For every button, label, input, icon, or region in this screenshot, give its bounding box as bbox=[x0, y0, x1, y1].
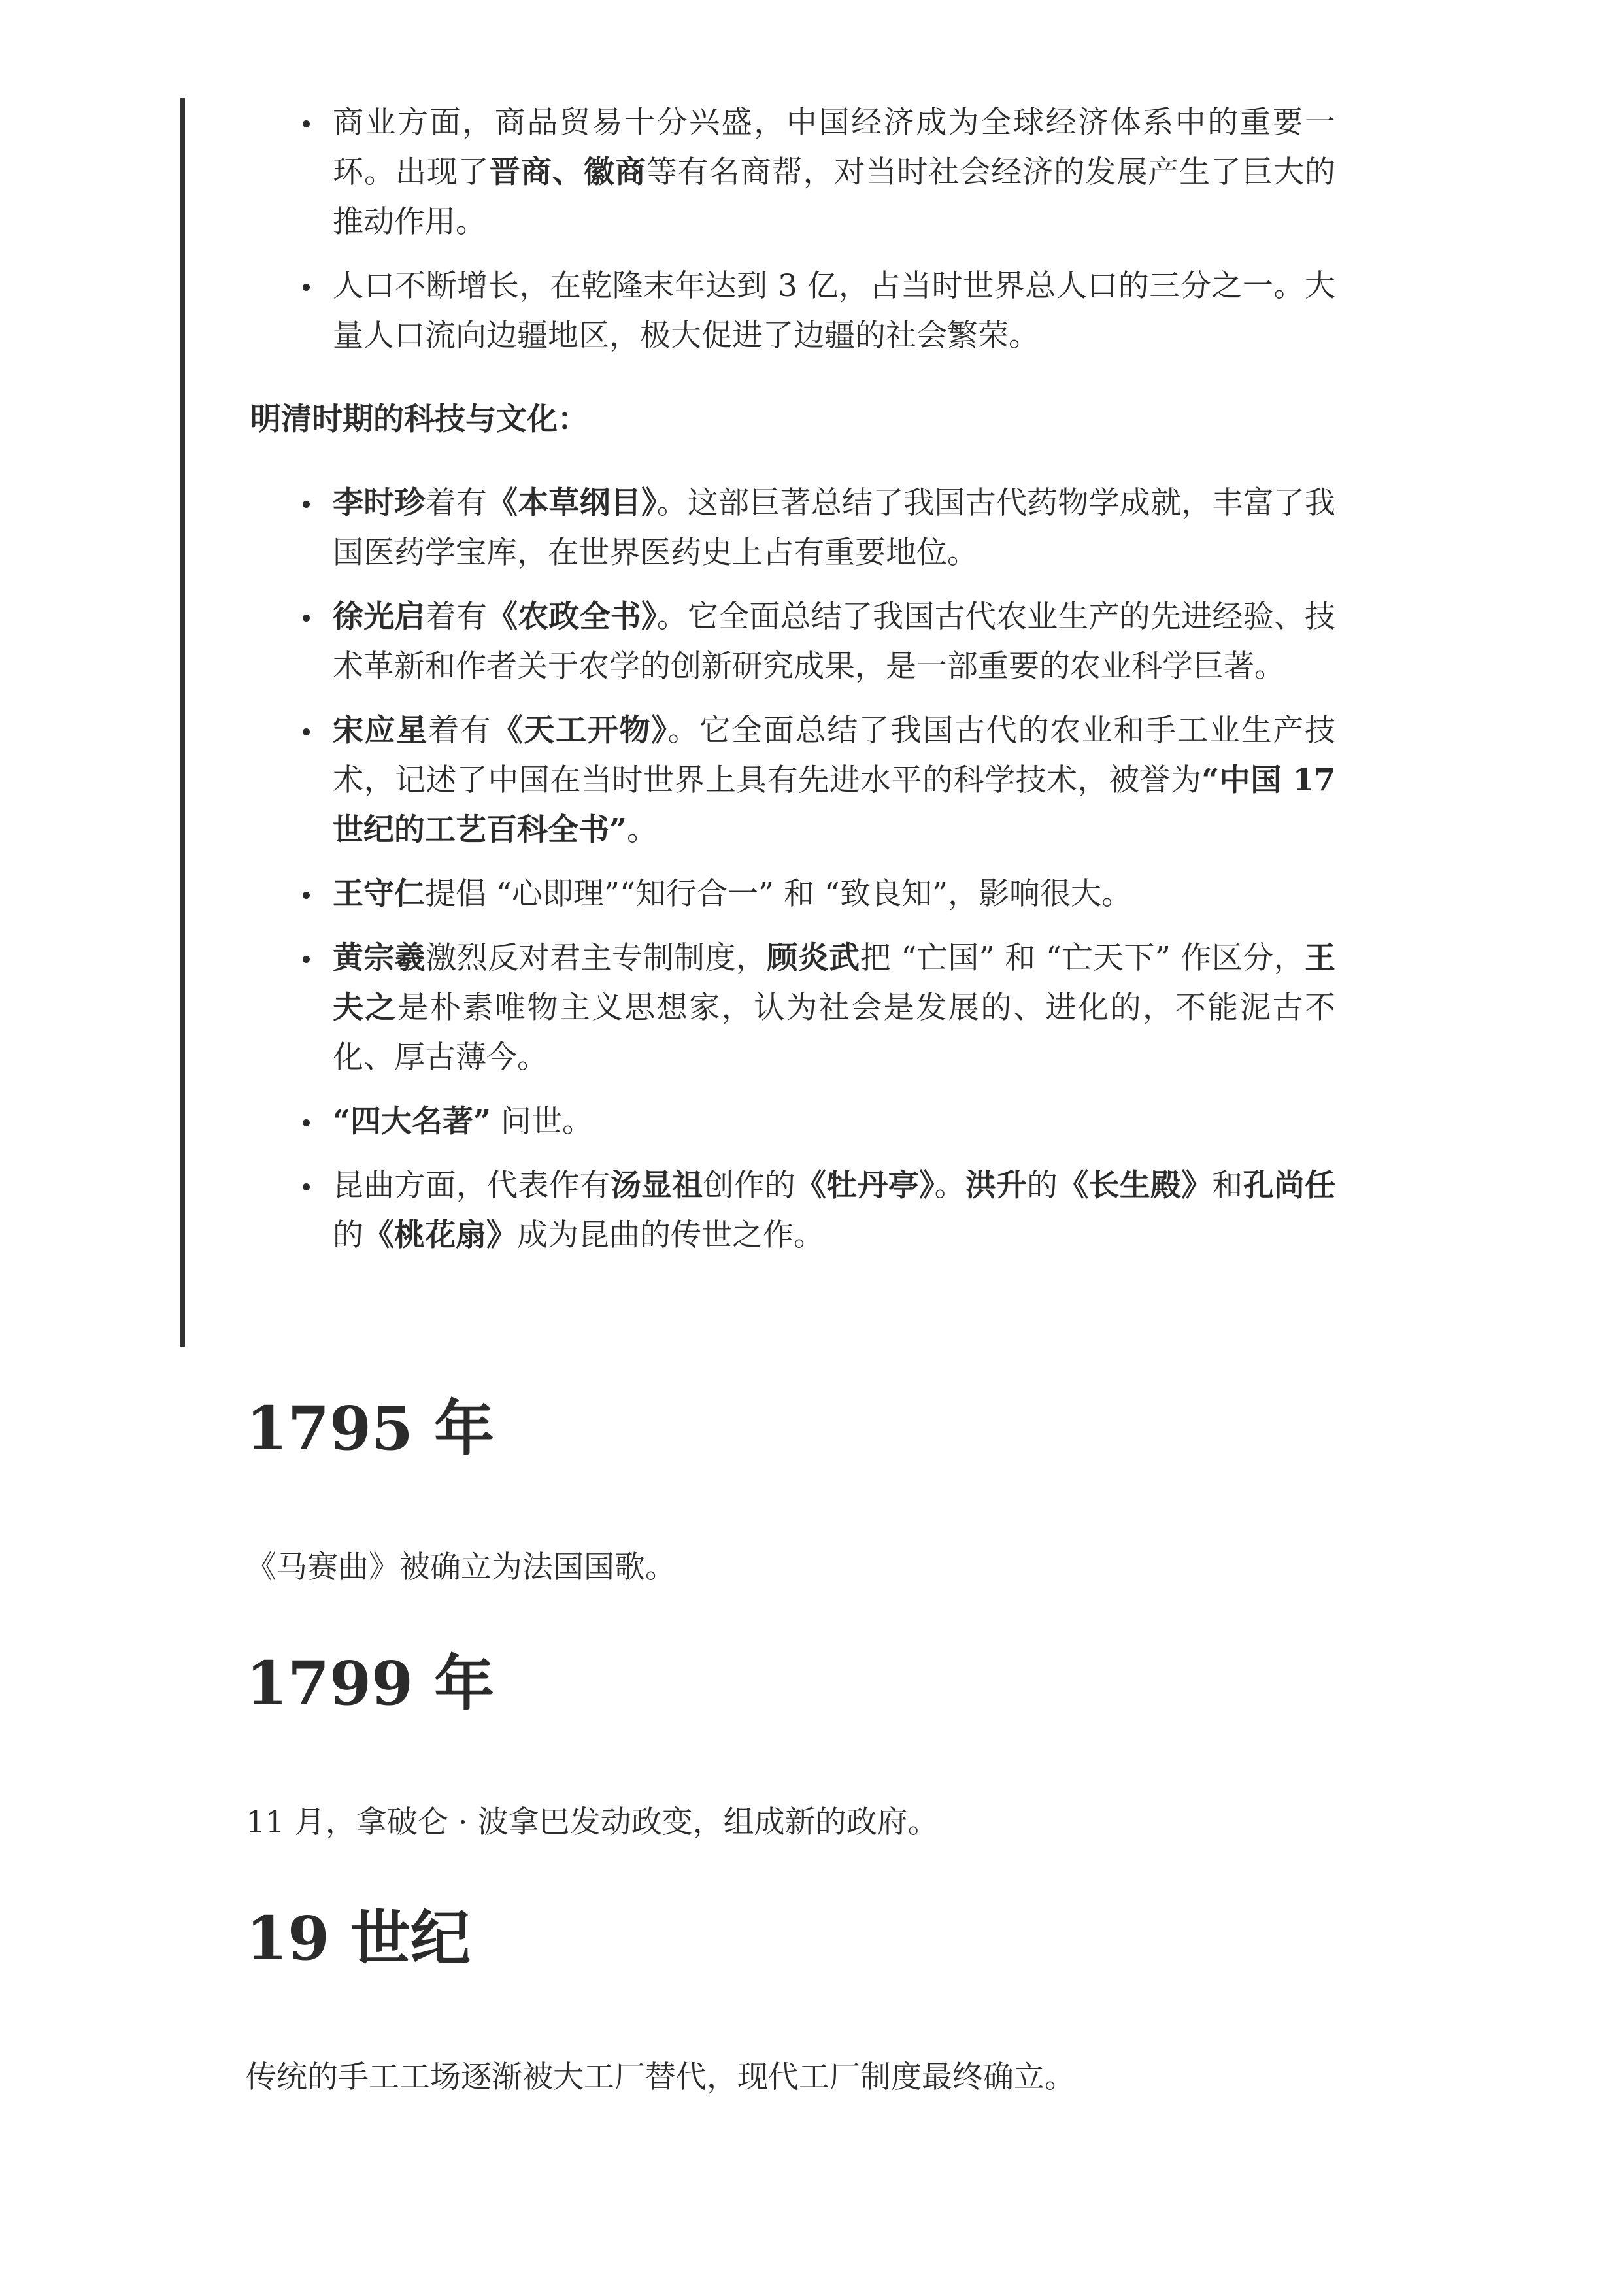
economy-list bbox=[250, 98, 1335, 361]
list-item bbox=[250, 479, 1335, 578]
bold-text: 顾炎武 bbox=[767, 940, 860, 976]
text-run: 。 bbox=[627, 812, 658, 848]
text-run: 着有 bbox=[425, 599, 488, 635]
text-run: 问世。 bbox=[491, 1104, 594, 1140]
bold-text: “中国 17 世纪的工艺百科全书” bbox=[333, 762, 1335, 848]
section-title-1795: 1795 年 bbox=[246, 1393, 495, 1464]
bold-text: 《桃花扇》 bbox=[363, 1217, 517, 1253]
bold-text: 汤显祖 bbox=[610, 1168, 703, 1204]
text-run: 的 bbox=[333, 1217, 363, 1253]
list-item bbox=[250, 1097, 1335, 1147]
bold-text: 晋商、徽商 bbox=[489, 154, 646, 190]
text-run: 把 “亡国” 和 “亡天下” 作区分， bbox=[860, 940, 1305, 976]
text-run: 等有名商帮，对当时社会经济的发展产生了巨大的推动作用。 bbox=[333, 154, 1336, 240]
text-run: 人口不断增长，在乾隆末年达到 3 亿，占当时世界总人口的三分之一。大量人口流向边疆地区，极大促进了边疆的社会繁荣。 bbox=[333, 268, 1335, 354]
bold-text: 徐光启 bbox=[333, 599, 426, 635]
bold-text: 李时珍 bbox=[333, 485, 426, 521]
text-run: 是朴素唯物主义思想家，认为社会是发展的、进化的，不能泥古不化、厚古薄今。 bbox=[333, 990, 1336, 1075]
science-culture-list bbox=[250, 479, 1335, 1260]
list-item bbox=[250, 262, 1335, 361]
text-run: 商业方面，商品贸易十分兴盛，中国经济成为全球经济体系中的重要一环。出现了 bbox=[333, 105, 1335, 190]
bold-text: 王夫之 bbox=[333, 940, 1336, 1026]
section-title-19th-century: 19 世纪 bbox=[246, 1903, 471, 1974]
section-text-1795: 《马赛曲》被确立为法国国歌。 bbox=[246, 1549, 676, 1585]
section-title-1799: 1799 年 bbox=[246, 1648, 495, 1719]
bold-text: 《天工开物》 bbox=[492, 713, 668, 749]
bold-text: 《牡丹亭》 bbox=[795, 1168, 935, 1204]
quote-block bbox=[180, 98, 1335, 1347]
text-run: 。它全面总结了我国古代农业生产的先进经验、技术革新和作者关于农学的创新研究成果，是一部重要的农业科学巨著。 bbox=[333, 599, 1335, 684]
subheading-science-culture: 明清时期的科技与文化： bbox=[250, 401, 588, 437]
bold-text: 黄宗羲 bbox=[333, 940, 426, 976]
bold-text: 洪升 bbox=[965, 1168, 1028, 1204]
list-item bbox=[250, 592, 1335, 692]
text-run: 。这部巨著总结了我国古代药物学成就，丰富了我国医药学宝库，在世界医药史上占有重要地位。 bbox=[333, 485, 1335, 571]
section-text-1799: 11 月，拿破仑 · 波拿巴发动政变，组成新的政府。 bbox=[246, 1804, 939, 1840]
list-item bbox=[250, 706, 1335, 855]
bold-text: 《长生殿》 bbox=[1058, 1168, 1213, 1204]
list-item bbox=[250, 934, 1335, 1083]
list-item bbox=[250, 98, 1335, 247]
text-run: 和 bbox=[1212, 1168, 1243, 1204]
text-run: 着有 bbox=[428, 713, 492, 749]
text-run: 着有 bbox=[425, 485, 488, 521]
list-item bbox=[250, 1161, 1335, 1260]
quote-content bbox=[250, 98, 1335, 1260]
bold-text: 宋应星 bbox=[333, 713, 429, 749]
bold-text: 《本草纲目》 bbox=[487, 485, 657, 521]
bold-text: “四大名著” bbox=[333, 1104, 492, 1140]
text-run: 。它全面总结了我国古代的农业和手工业生产技术，记述了中国在当时世界上具有先进水平的科学技术，被誉为 bbox=[333, 713, 1336, 798]
text-run: 昆曲方面，代表作有 bbox=[333, 1168, 611, 1204]
text-run: 创作的 bbox=[703, 1168, 796, 1204]
text-run: 激烈反对君主专制制度， bbox=[426, 940, 767, 976]
text-run: 提倡 “心即理”“知行合一” 和 “致良知”，影响很大。 bbox=[425, 876, 1132, 912]
text-run: 。 bbox=[934, 1168, 965, 1204]
text-run: 成为昆曲的传世之作。 bbox=[517, 1217, 824, 1253]
list-item bbox=[250, 869, 1335, 919]
section-text-19th-century: 传统的手工工场逐渐被大工厂替代，现代工厂制度最终确立。 bbox=[246, 2059, 1075, 2095]
bold-text: 《农政全书》 bbox=[487, 599, 657, 635]
text-run: 的 bbox=[1027, 1168, 1058, 1204]
bold-text: 王守仁 bbox=[333, 876, 425, 912]
bold-text: 孔尚任 bbox=[1243, 1168, 1335, 1204]
